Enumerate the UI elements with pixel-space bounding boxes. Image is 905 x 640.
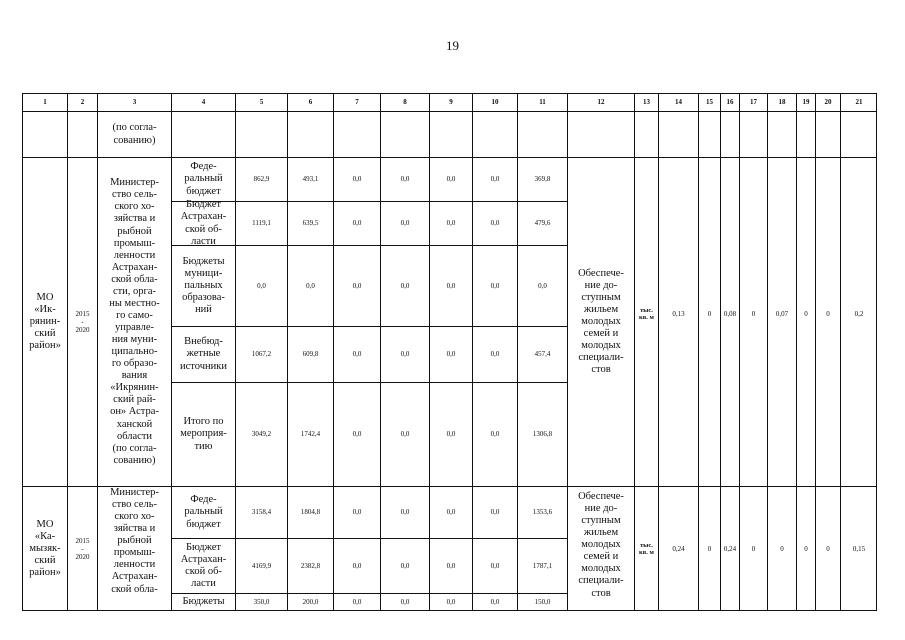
amount-ikryaninsky-0-10-text: 0,0 — [490, 175, 500, 184]
source-ikryaninsky-1-text: Бюджет Астрахан- ской об- ласти — [180, 199, 227, 247]
header-col-10 — [473, 94, 517, 111]
amount-ikryaninsky-3-5 — [236, 327, 287, 382]
source-kamyzyaksky-1 — [172, 539, 235, 593]
source-kamyzyaksky-2-text: Бюджеты — [182, 596, 225, 608]
header-col-12 — [568, 94, 634, 111]
amount-kamyzyaksky-0-9-text: 0,0 — [446, 508, 456, 517]
indicator-ikryaninsky-c15-text: 0 — [707, 309, 712, 318]
amount-kamyzyaksky-1-6 — [288, 539, 333, 593]
amount-kamyzyaksky-1-7-text: 0,0 — [352, 561, 362, 570]
amount-ikryaninsky-0-5-text: 862,9 — [253, 175, 270, 184]
source-ikryaninsky-2-text: Бюджеты муници- пальных образова- ний — [182, 255, 225, 316]
indicator-ikryaninsky-c18-text: 0,07 — [775, 309, 789, 318]
amount-ikryaninsky-1-10 — [473, 202, 517, 245]
amount-ikryaninsky-3-11-text: 457,4 — [534, 350, 551, 359]
cell-continuation — [98, 112, 171, 157]
municipality-ikryaninsky — [23, 158, 67, 486]
period-ikryaninsky — [68, 158, 97, 486]
amount-kamyzyaksky-1-8 — [381, 539, 429, 593]
amount-ikryaninsky-1-9-text: 0,0 — [446, 219, 456, 228]
amount-kamyzyaksky-2-5-text: 350,0 — [253, 598, 270, 607]
amount-kamyzyaksky-2-8-text: 0,0 — [400, 598, 410, 607]
indicator-kamyzyaksky-c20-text: 0 — [826, 544, 830, 553]
amount-ikryaninsky-3-7-text: 0,0 — [352, 350, 362, 359]
source-ikryaninsky-1 — [172, 199, 235, 247]
header-col-7-text: 7 — [355, 98, 359, 107]
result-kamyzyaksky-text: Обеспече- ние до- ступным жильем молодых семей и молодых специали- стов — [578, 491, 624, 599]
amount-kamyzyaksky-2-6-text: 200,0 — [302, 598, 319, 607]
amount-kamyzyaksky-0-10 — [473, 487, 517, 538]
header-col-7 — [334, 94, 380, 111]
header-col-11 — [518, 94, 567, 111]
amount-ikryaninsky-3-9 — [430, 327, 472, 382]
unit-kamyzyaksky-text: тыс. кв. м — [639, 541, 654, 556]
indicator-kamyzyaksky-c14 — [659, 487, 698, 611]
header-col-8-text: 8 — [403, 98, 407, 107]
period-kamyzyaksky — [68, 487, 97, 611]
header-col-14 — [659, 94, 698, 111]
amount-ikryaninsky-3-6-text: 609,8 — [302, 350, 319, 359]
amount-ikryaninsky-0-9 — [430, 158, 472, 201]
amount-kamyzyaksky-0-5-text: 3158,4 — [251, 508, 272, 517]
header-col-12-text: 12 — [597, 98, 605, 107]
indicator-kamyzyaksky-c19 — [797, 487, 815, 611]
amount-kamyzyaksky-2-9-text: 0,0 — [446, 598, 456, 607]
amount-ikryaninsky-3-7 — [334, 327, 380, 382]
amount-ikryaninsky-2-9 — [430, 246, 472, 326]
amount-ikryaninsky-2-5-text: 0,0 — [257, 281, 266, 290]
amount-ikryaninsky-4-11-text: 1306,8 — [532, 430, 553, 439]
amount-kamyzyaksky-1-10 — [473, 539, 517, 593]
amount-kamyzyaksky-0-7-text: 0,0 — [352, 508, 362, 517]
indicator-ikryaninsky-c14 — [659, 246, 698, 382]
header-col-13 — [635, 94, 658, 111]
header-col-13-text: 13 — [643, 98, 650, 107]
header-col-2-text: 2 — [80, 98, 85, 107]
amount-ikryaninsky-0-8-text: 0,0 — [400, 175, 410, 184]
indicator-ikryaninsky-c20-text: 0 — [826, 309, 830, 318]
amount-kamyzyaksky-2-11 — [518, 594, 567, 611]
amount-kamyzyaksky-1-9 — [430, 539, 472, 593]
source-kamyzyaksky-1-text: Бюджет Астрахан- ской об- ласти — [180, 541, 227, 590]
amount-ikryaninsky-1-7-text: 0,0 — [352, 219, 362, 228]
indicator-kamyzyaksky-c20 — [816, 487, 840, 611]
amount-kamyzyaksky-0-8 — [381, 487, 429, 538]
amount-ikryaninsky-1-10-text: 0,0 — [490, 219, 500, 228]
header-col-21-text: 21 — [855, 98, 863, 107]
indicator-kamyzyaksky-c18-text: 0 — [780, 544, 784, 553]
amount-ikryaninsky-4-5 — [236, 383, 287, 486]
amount-ikryaninsky-3-9-text: 0,0 — [446, 350, 456, 359]
indicator-ikryaninsky-c17 — [740, 246, 767, 382]
amount-kamyzyaksky-1-6-text: 2382,8 — [300, 561, 321, 570]
header-col-15-text: 15 — [706, 98, 713, 107]
amount-kamyzyaksky-0-9 — [430, 487, 472, 538]
amount-kamyzyaksky-2-5 — [236, 594, 287, 611]
amount-ikryaninsky-4-7-text: 0,0 — [352, 430, 362, 439]
header-col-5-text: 5 — [259, 98, 264, 107]
page-number: 19 — [446, 38, 459, 53]
source-ikryaninsky-2 — [172, 246, 235, 326]
amount-ikryaninsky-0-7 — [334, 158, 380, 201]
result-ikryaninsky — [568, 158, 634, 486]
amount-ikryaninsky-0-6-text: 493,1 — [302, 175, 319, 184]
amount-kamyzyaksky-0-5 — [236, 487, 287, 538]
amount-ikryaninsky-3-5-text: 1067,2 — [251, 350, 272, 359]
amount-ikryaninsky-4-7 — [334, 383, 380, 486]
amount-kamyzyaksky-1-9-text: 0,0 — [446, 561, 456, 570]
amount-ikryaninsky-4-11 — [518, 383, 567, 486]
amount-ikryaninsky-0-10 — [473, 158, 517, 201]
amount-kamyzyaksky-2-8 — [381, 594, 429, 611]
amount-ikryaninsky-3-8-text: 0,0 — [400, 350, 410, 359]
amount-ikryaninsky-3-10 — [473, 327, 517, 382]
amount-kamyzyaksky-1-11-text: 1787,1 — [532, 561, 553, 570]
executor-kamyzyaksky — [98, 487, 171, 611]
header-col-17-text: 17 — [750, 98, 757, 107]
amount-ikryaninsky-4-10 — [473, 383, 517, 486]
amount-ikryaninsky-1-11-text: 479,6 — [534, 219, 551, 228]
header-col-19 — [797, 94, 815, 111]
amount-kamyzyaksky-0-6-text: 1804,8 — [300, 508, 321, 517]
amount-ikryaninsky-1-6 — [288, 202, 333, 245]
amount-ikryaninsky-3-10-text: 0,0 — [490, 350, 500, 359]
amount-ikryaninsky-0-8 — [381, 158, 429, 201]
source-kamyzyaksky-2 — [172, 594, 235, 611]
amount-ikryaninsky-2-11 — [518, 246, 567, 326]
indicator-ikryaninsky-c15 — [699, 246, 720, 382]
indicator-kamyzyaksky-c21 — [841, 487, 877, 611]
indicator-kamyzyaksky-c21-text: 0,15 — [852, 544, 866, 553]
unit-kamyzyaksky — [635, 487, 658, 611]
header-col-11-text: 11 — [539, 98, 546, 107]
amount-ikryaninsky-4-9-text: 0,0 — [446, 430, 456, 439]
cell-continuation-text: (по согла- сованию) — [112, 122, 157, 146]
period-ikryaninsky-text: 2015 - 2020 — [75, 309, 90, 335]
period-kamyzyaksky-text: 2015 - 2020 — [75, 536, 90, 562]
indicator-ikryaninsky-c21 — [841, 246, 877, 382]
amount-ikryaninsky-4-9 — [430, 383, 472, 486]
amount-ikryaninsky-2-5 — [236, 246, 287, 326]
amount-kamyzyaksky-1-5 — [236, 539, 287, 593]
source-ikryaninsky-4 — [172, 383, 235, 486]
amount-ikryaninsky-1-9 — [430, 202, 472, 245]
amount-ikryaninsky-4-8 — [381, 383, 429, 486]
amount-kamyzyaksky-0-11 — [518, 487, 567, 538]
indicator-kamyzyaksky-c18 — [768, 487, 796, 611]
amount-ikryaninsky-4-6-text: 1742,4 — [300, 430, 321, 439]
indicator-ikryaninsky-c16-text: 0,08 — [723, 309, 737, 318]
header-col-1 — [23, 94, 67, 111]
indicator-ikryaninsky-c17-text: 0 — [751, 309, 756, 318]
amount-kamyzyaksky-2-6 — [288, 594, 333, 611]
executor-kamyzyaksky-text: Министер- ство сель- ского хо- зяйства и рыбной промыш- ленности Астрахан- ской обла- — [110, 487, 159, 595]
header-col-3 — [98, 94, 171, 111]
municipality-kamyzyaksky-text: МО «Ка- мызяк- ский район» — [29, 518, 61, 579]
amount-ikryaninsky-4-8-text: 0,0 — [400, 430, 410, 439]
amount-ikryaninsky-3-8 — [381, 327, 429, 382]
amount-kamyzyaksky-2-10-text: 0,0 — [490, 598, 500, 607]
header-col-16-text: 16 — [726, 98, 734, 107]
header-col-6 — [288, 94, 333, 111]
amount-ikryaninsky-2-7-text: 0,0 — [352, 281, 362, 290]
amount-ikryaninsky-4-10-text: 0,0 — [490, 430, 500, 439]
amount-ikryaninsky-0-7-text: 0,0 — [352, 175, 362, 184]
source-ikryaninsky-3 — [172, 327, 235, 382]
amount-kamyzyaksky-1-7 — [334, 539, 380, 593]
amount-ikryaninsky-0-11-text: 369,8 — [534, 175, 551, 184]
amount-ikryaninsky-2-7 — [334, 246, 380, 326]
header-col-18 — [768, 94, 796, 111]
amount-kamyzyaksky-2-11-text: 150,0 — [534, 598, 551, 607]
indicator-kamyzyaksky-c17-text: 0 — [751, 544, 756, 553]
header-col-8 — [381, 94, 429, 111]
indicator-kamyzyaksky-c14-text: 0,24 — [672, 544, 685, 553]
amount-ikryaninsky-1-8 — [381, 202, 429, 245]
result-ikryaninsky-text: Обеспече- ние до- ступным жильем молодых семей и молодых специали- стов — [578, 267, 624, 376]
amount-kamyzyaksky-0-7 — [334, 487, 380, 538]
header-col-17 — [740, 94, 767, 111]
amount-kamyzyaksky-1-11 — [518, 539, 567, 593]
indicator-ikryaninsky-c14-text: 0,13 — [672, 309, 685, 318]
source-ikryaninsky-3-text: Внебюд- жетные источники — [180, 336, 227, 372]
header-col-4-text: 4 — [201, 98, 206, 107]
amount-ikryaninsky-4-6 — [288, 383, 333, 486]
unit-ikryaninsky — [635, 246, 658, 382]
indicator-ikryaninsky-c16 — [721, 246, 739, 382]
indicator-ikryaninsky-c20 — [816, 246, 840, 382]
header-col-1-text: 1 — [43, 98, 47, 107]
amount-ikryaninsky-0-6 — [288, 158, 333, 201]
header-col-10-text: 10 — [491, 98, 499, 107]
header-col-15 — [699, 94, 720, 111]
header-col-2 — [68, 94, 97, 111]
source-kamyzyaksky-0 — [172, 487, 235, 538]
amount-ikryaninsky-1-5 — [236, 202, 287, 245]
amount-ikryaninsky-2-6-text: 0,0 — [306, 281, 315, 290]
indicator-kamyzyaksky-c19-text: 0 — [804, 544, 808, 553]
amount-ikryaninsky-2-11-text: 0,0 — [538, 281, 547, 290]
header-col-9-text: 9 — [449, 98, 453, 107]
amount-ikryaninsky-1-7 — [334, 202, 380, 245]
executor-ikryaninsky-text: Министер- ство сель- ского хо- зяйства и рыбной промыш- ленности Астрахан- ской обла- сти, орга- ны местно- го само- управле- ния муни- ципально- го образо- вания «Икрянин- ский рай- он» Астра- ханской области (по согла- сованию) — [109, 177, 160, 466]
header-col-20 — [816, 94, 840, 111]
header-col-6-text: 6 — [308, 98, 313, 107]
amount-kamyzyaksky-2-10 — [473, 594, 517, 611]
amount-ikryaninsky-3-6 — [288, 327, 333, 382]
amount-ikryaninsky-2-8 — [381, 246, 429, 326]
amount-kamyzyaksky-1-10-text: 0,0 — [490, 561, 500, 570]
amount-ikryaninsky-3-11 — [518, 327, 567, 382]
source-ikryaninsky-0 — [172, 158, 235, 201]
header-col-21 — [841, 94, 877, 111]
header-col-19-text: 19 — [802, 98, 810, 107]
header-col-5 — [236, 94, 287, 111]
amount-ikryaninsky-2-10-text: 0,0 — [490, 281, 500, 290]
amount-ikryaninsky-2-8-text: 0,0 — [400, 281, 410, 290]
amount-ikryaninsky-0-5 — [236, 158, 287, 201]
indicator-ikryaninsky-c18 — [768, 246, 796, 382]
header-col-4 — [172, 94, 235, 111]
amount-ikryaninsky-1-8-text: 0,0 — [400, 219, 410, 228]
result-kamyzyaksky — [568, 487, 634, 611]
municipality-ikryaninsky-text: МО «Ик- рянин- ский район» — [29, 291, 61, 352]
amount-kamyzyaksky-0-8-text: 0,0 — [400, 508, 410, 517]
source-kamyzyaksky-0-text: Феде- ральный бюджет — [184, 494, 223, 530]
amount-ikryaninsky-2-9-text: 0,0 — [446, 281, 456, 290]
amount-ikryaninsky-2-10 — [473, 246, 517, 326]
amount-kamyzyaksky-1-8-text: 0,0 — [400, 561, 410, 570]
header-col-18-text: 18 — [778, 98, 786, 107]
indicator-ikryaninsky-c19-text: 0 — [804, 309, 808, 318]
header-col-20-text: 20 — [824, 98, 832, 107]
amount-ikryaninsky-4-5-text: 3049,2 — [251, 430, 272, 439]
amount-ikryaninsky-0-9-text: 0,0 — [446, 175, 456, 184]
indicator-ikryaninsky-c19 — [797, 246, 815, 382]
header-col-16 — [721, 94, 739, 111]
indicator-kamyzyaksky-c15-text: 0 — [707, 544, 712, 553]
unit-ikryaninsky-text: тыс. кв. м — [639, 306, 654, 321]
header-col-14-text: 14 — [675, 98, 682, 107]
amount-ikryaninsky-1-5-text: 1119,1 — [252, 219, 271, 228]
indicator-kamyzyaksky-c17 — [740, 487, 767, 611]
indicator-ikryaninsky-c21-text: 0,2 — [854, 309, 864, 318]
amount-kamyzyaksky-1-5-text: 4169,9 — [251, 561, 272, 570]
amount-ikryaninsky-1-6-text: 639,5 — [302, 219, 319, 228]
amount-kamyzyaksky-2-7-text: 0,0 — [352, 598, 362, 607]
amount-kamyzyaksky-2-7 — [334, 594, 380, 611]
municipality-kamyzyaksky — [23, 487, 67, 611]
source-ikryaninsky-4-text: Итого по мероприя- тию — [180, 416, 227, 452]
source-ikryaninsky-0-text: Феде- ральный бюджет — [184, 161, 223, 197]
amount-kamyzyaksky-0-6 — [288, 487, 333, 538]
budget-table — [22, 93, 877, 611]
amount-ikryaninsky-2-6 — [288, 246, 333, 326]
amount-ikryaninsky-0-11 — [518, 158, 567, 201]
header-col-9 — [430, 94, 472, 111]
indicator-kamyzyaksky-c15 — [699, 487, 720, 611]
indicator-kamyzyaksky-c16 — [721, 487, 739, 611]
amount-ikryaninsky-1-11 — [518, 202, 567, 245]
header-col-3-text: 3 — [132, 98, 137, 107]
indicator-kamyzyaksky-c16-text: 0,24 — [723, 544, 737, 553]
amount-kamyzyaksky-2-9 — [430, 594, 472, 611]
amount-kamyzyaksky-0-11-text: 1353,6 — [532, 508, 553, 517]
amount-kamyzyaksky-0-10-text: 0,0 — [490, 508, 500, 517]
executor-ikryaninsky — [98, 158, 171, 486]
